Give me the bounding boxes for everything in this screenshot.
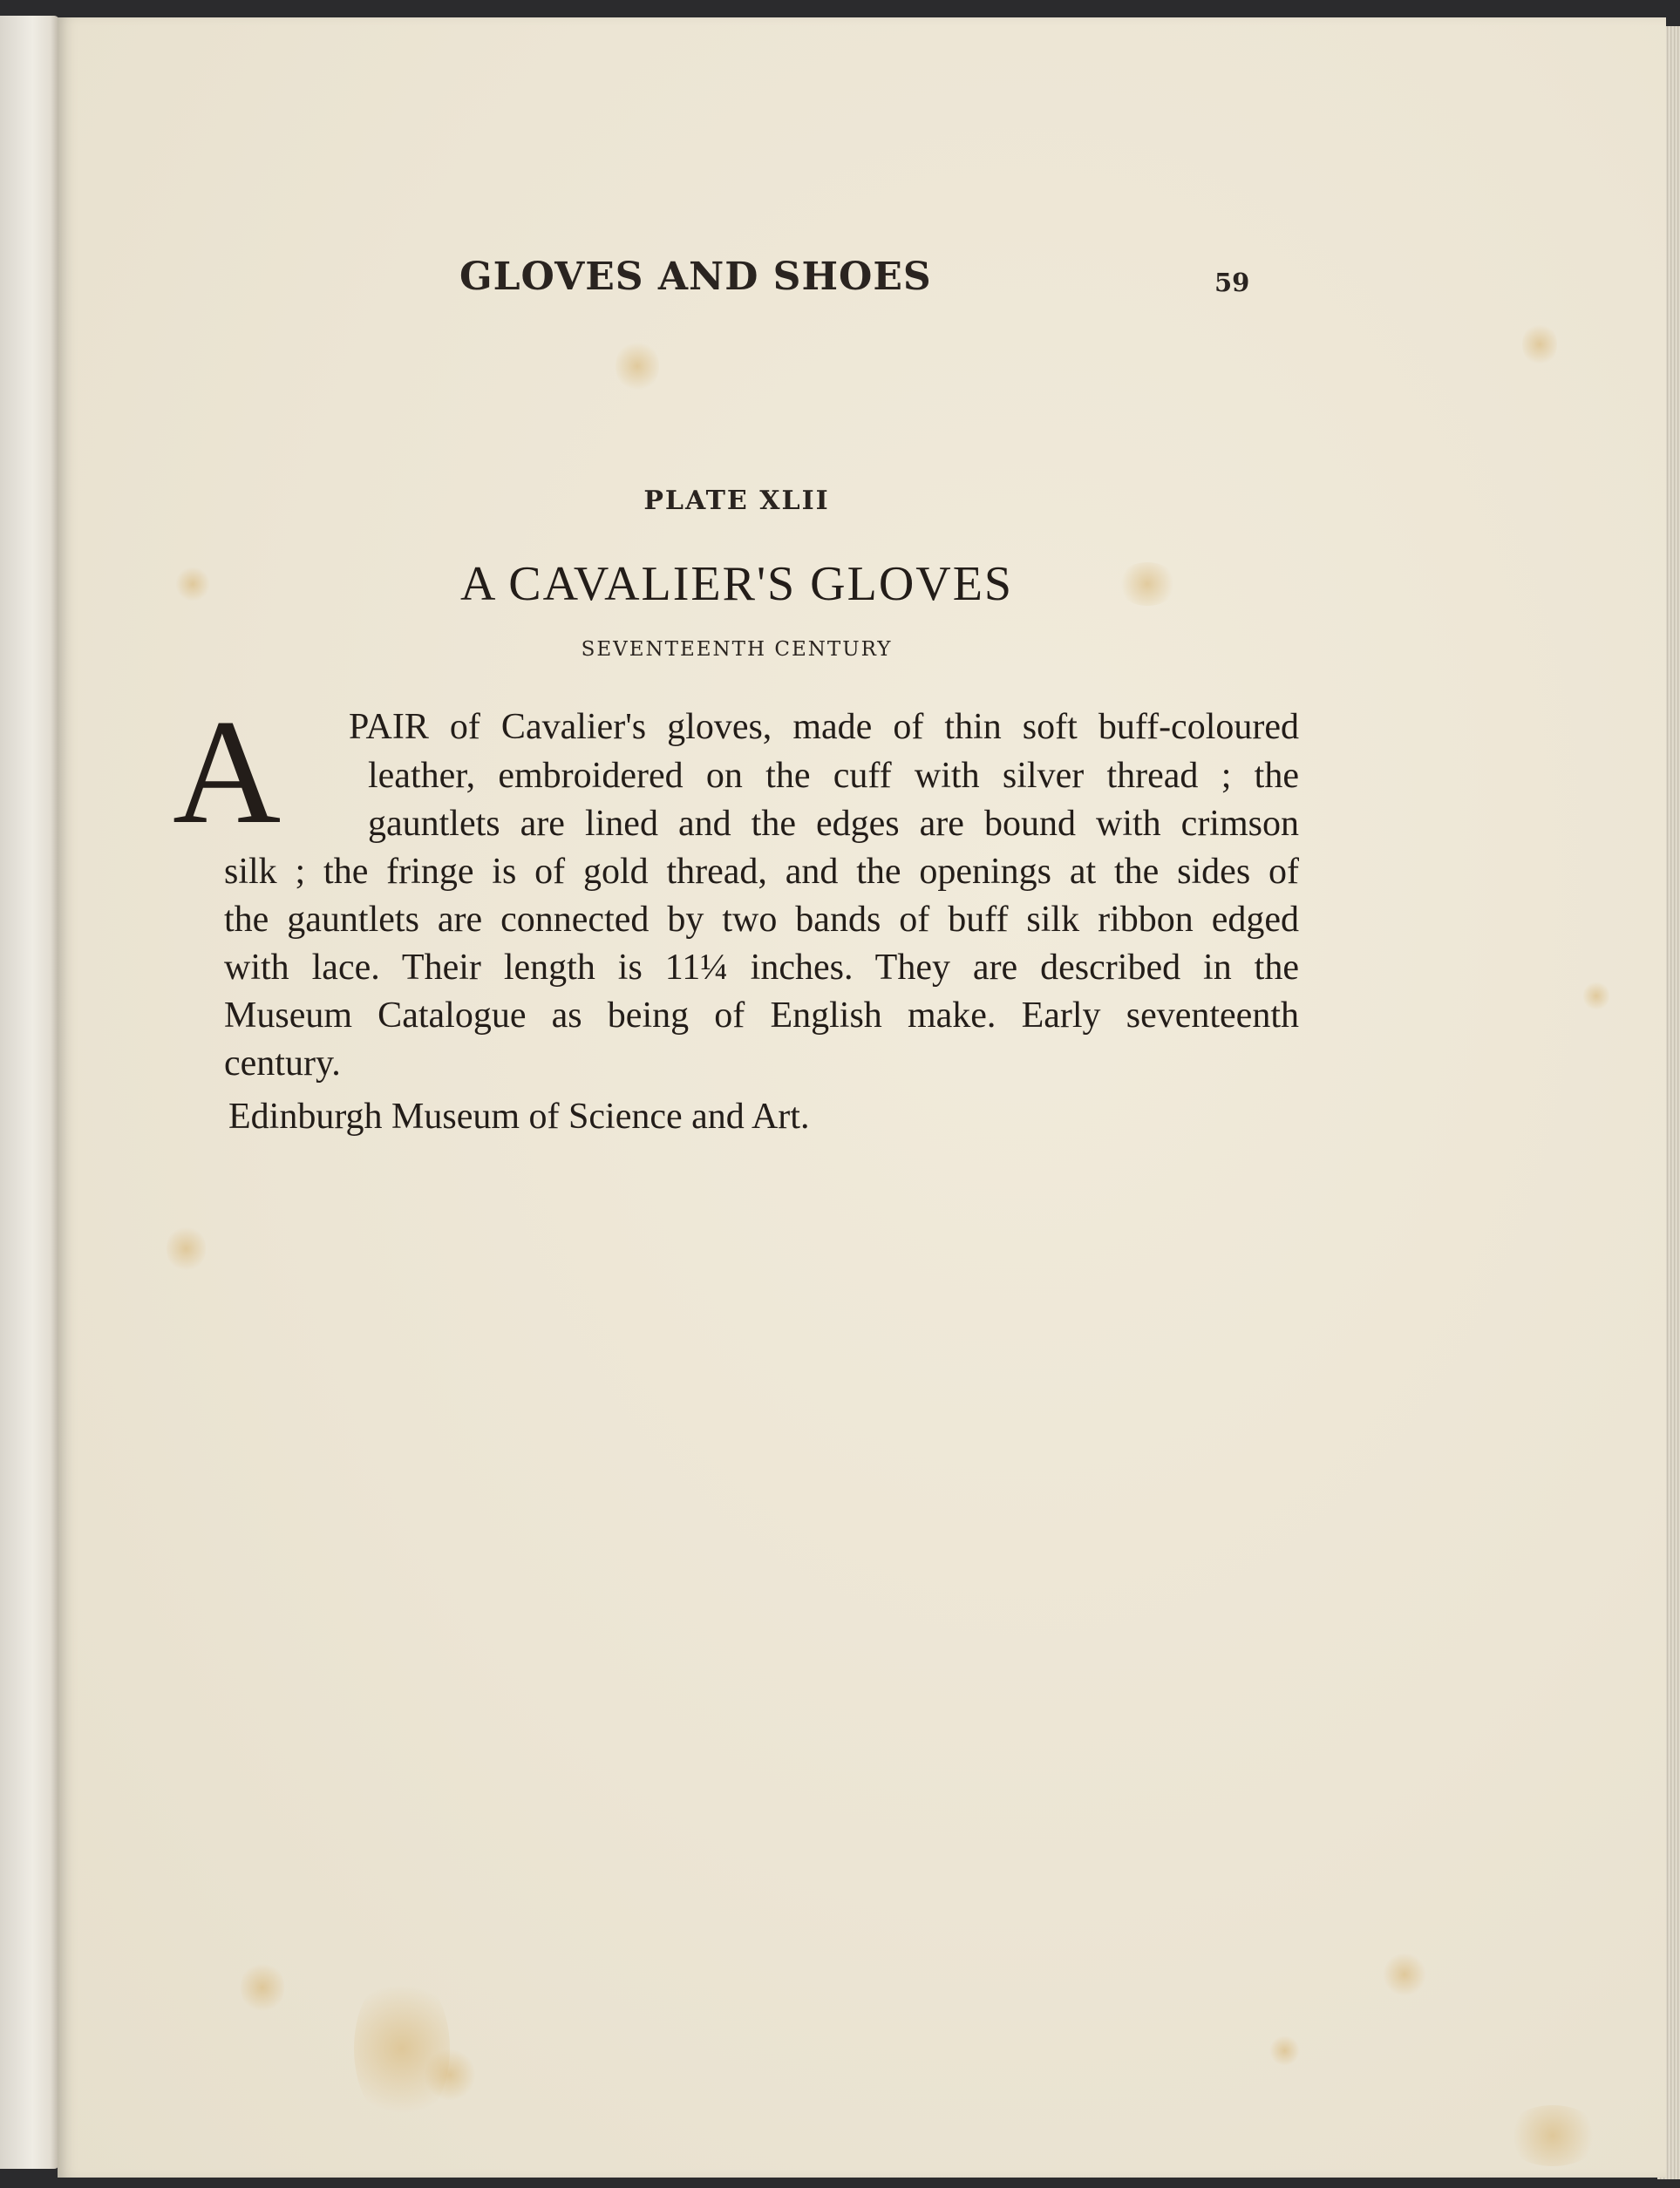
- body-line: PAIR of Cavalier's gloves, made of thin soft buff-coloured: [349, 707, 1299, 747]
- foxing-stain: [167, 1225, 206, 1273]
- body-line: century.: [224, 1043, 341, 1084]
- foxing-stain: [616, 340, 659, 392]
- collection-location: Edinburgh Museum of Science and Art.: [228, 1097, 810, 1137]
- plate-subtitle: SEVENTEENTH CENTURY: [581, 638, 893, 661]
- foxing-stain: [1269, 2035, 1300, 2066]
- body-line: Museum Catalogue as being of English make. Early seventeenth: [224, 995, 1299, 1036]
- foxing-stain: [1383, 1953, 1426, 1996]
- foxing-stain: [424, 2049, 476, 2101]
- body-line: with lace. Their length is 11¼ inches. They are described in the: [224, 948, 1299, 988]
- running-head-title: GLOVES AND SHOES: [459, 255, 932, 299]
- drop-cap: A: [173, 690, 282, 855]
- body-line: leather, embroidered on the cuff with silver thread ; the: [368, 756, 1299, 796]
- foxing-stain: [1522, 323, 1557, 366]
- foxing-stain: [241, 1961, 284, 2014]
- foxing-stain: [354, 1970, 450, 2127]
- body-line: the gauntlets are connected by two bands of buff silk ribbon edged: [224, 900, 1299, 940]
- foxing-stain: [1505, 2105, 1601, 2166]
- foxing-stain: [1583, 981, 1609, 1011]
- body-line: silk ; the fringe is of gold thread, and the openings at the sides of: [224, 852, 1299, 892]
- facing-page-edge: [0, 16, 59, 2169]
- plate-label: PLATE XLII: [643, 486, 830, 516]
- plate-title: A CAVALIER'S GLOVES: [459, 557, 1014, 611]
- page-number: 59: [1214, 268, 1250, 297]
- body-line: gauntlets are lined and the edges are bound with crimson: [368, 804, 1299, 844]
